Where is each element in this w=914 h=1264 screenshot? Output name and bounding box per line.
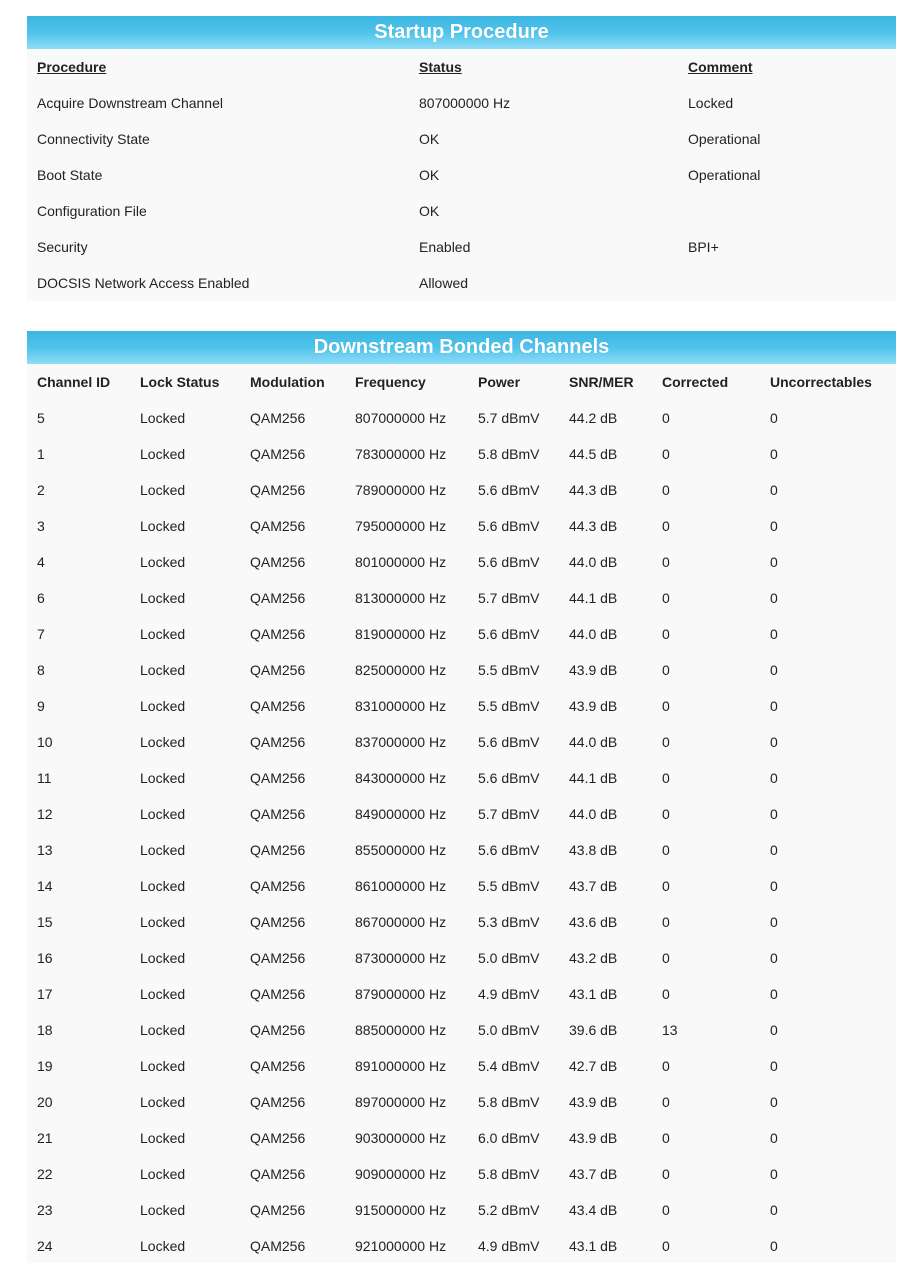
table-row (27, 796, 896, 832)
table-cell: 44.0 dB (569, 554, 618, 570)
table-cell: 0 (770, 1238, 778, 1254)
table-cell: 0 (662, 986, 670, 1002)
table-cell: 921000000 Hz (355, 1238, 447, 1254)
table-row (27, 832, 896, 868)
table-cell: 5.8 dBmV (478, 1094, 540, 1110)
table-cell: 0 (662, 878, 670, 894)
table-cell: Enabled (419, 239, 471, 255)
table-cell: 0 (770, 806, 778, 822)
table-row (27, 229, 896, 265)
table-cell: 5.2 dBmV (478, 1202, 540, 1218)
table-cell: Locked (140, 770, 186, 786)
table-row (27, 688, 896, 724)
table-cell: 43.4 dB (569, 1202, 618, 1218)
table-cell: Locked (140, 662, 186, 678)
table-cell: 0 (770, 482, 778, 498)
table-cell: Operational (688, 167, 761, 183)
startup-procedure-table (27, 49, 896, 301)
table-cell: Locked (140, 806, 186, 822)
table-row (27, 724, 896, 760)
table-cell: 0 (770, 770, 778, 786)
table-cell: Connectivity State (37, 131, 150, 147)
table-cell: OK (419, 167, 440, 183)
table-cell: 43.1 dB (569, 1238, 618, 1254)
table-cell: Locked (140, 446, 186, 462)
table-cell: 909000000 Hz (355, 1166, 447, 1182)
table-header-row (27, 49, 896, 85)
table-cell: 9 (37, 698, 45, 714)
table-cell: Locked (140, 986, 186, 1002)
table-cell: Locked (140, 410, 186, 426)
table-cell: 915000000 Hz (355, 1202, 447, 1218)
table-cell: 0 (662, 734, 670, 750)
table-cell: 22 (37, 1166, 53, 1182)
table-cell: 21 (37, 1130, 53, 1146)
table-cell: 16 (37, 950, 53, 966)
column-header: Modulation (250, 374, 325, 390)
table-row (27, 400, 896, 436)
table-row (27, 1012, 896, 1048)
table-cell: 2 (37, 482, 45, 498)
table-cell: BPI+ (688, 239, 719, 255)
table-cell: 43.9 dB (569, 1130, 618, 1146)
table-cell: QAM256 (250, 770, 306, 786)
table-row (27, 472, 896, 508)
table-cell: 0 (662, 446, 670, 462)
table-cell (678, 193, 896, 229)
table-cell: 0 (662, 662, 670, 678)
table-cell: 5.6 dBmV (478, 842, 540, 858)
table-cell: 837000000 Hz (355, 734, 447, 750)
table-cell: 0 (770, 950, 778, 966)
column-header: Lock Status (140, 374, 220, 390)
column-header: Status (419, 59, 462, 75)
table-cell: 5.5 dBmV (478, 662, 540, 678)
table-cell: Locked (688, 95, 734, 111)
table-cell: QAM256 (250, 734, 306, 750)
table-cell: 807000000 Hz (355, 410, 447, 426)
table-cell: 0 (770, 662, 778, 678)
table-cell: 861000000 Hz (355, 878, 447, 894)
table-cell: Locked (140, 482, 186, 498)
table-cell: Locked (140, 914, 186, 930)
table-cell: Locked (140, 698, 186, 714)
table-cell: Security (37, 239, 88, 255)
table-cell: 5.6 dBmV (478, 734, 540, 750)
table-cell: 0 (662, 554, 670, 570)
table-cell: 0 (770, 878, 778, 894)
table-cell: QAM256 (250, 1094, 306, 1110)
table-cell: 0 (662, 1058, 670, 1074)
table-cell: 0 (770, 842, 778, 858)
table-cell: 15 (37, 914, 53, 930)
table-cell: 5.3 dBmV (478, 914, 540, 930)
table-cell: 6 (37, 590, 45, 606)
column-header: Uncorrectables (770, 374, 872, 390)
table-cell: 5.4 dBmV (478, 1058, 540, 1074)
table-cell: 0 (770, 734, 778, 750)
table-cell: 18 (37, 1022, 53, 1038)
table-cell: QAM256 (250, 410, 306, 426)
table-cell: Locked (140, 1022, 186, 1038)
table-cell: 0 (662, 1094, 670, 1110)
table-cell: 0 (662, 482, 670, 498)
table-cell: Locked (140, 950, 186, 966)
table-row (27, 508, 896, 544)
table-cell: 5 (37, 410, 45, 426)
table-cell: 879000000 Hz (355, 986, 447, 1002)
table-row (27, 652, 896, 688)
table-cell: QAM256 (250, 518, 306, 534)
table-cell: 885000000 Hz (355, 1022, 447, 1038)
table-cell: Locked (140, 1238, 186, 1254)
table-row (27, 85, 896, 121)
table-cell: Acquire Downstream Channel (37, 95, 223, 111)
table-cell: 5.8 dBmV (478, 1166, 540, 1182)
table-cell: 0 (662, 1166, 670, 1182)
table-row (27, 580, 896, 616)
table-cell: 0 (770, 986, 778, 1002)
table-cell: 5.8 dBmV (478, 446, 540, 462)
table-cell: Boot State (37, 167, 103, 183)
table-cell: QAM256 (250, 1166, 306, 1182)
table-row (27, 265, 896, 301)
table-cell: 0 (662, 410, 670, 426)
table-cell: 0 (770, 590, 778, 606)
table-cell: QAM256 (250, 950, 306, 966)
table-cell: 5.6 dBmV (478, 626, 540, 642)
table-cell: 43.6 dB (569, 914, 618, 930)
table-cell: OK (419, 131, 440, 147)
table-cell: 1 (37, 446, 45, 462)
table-cell: QAM256 (250, 626, 306, 642)
table-cell: 0 (662, 626, 670, 642)
downstream-channels-table (27, 364, 896, 1264)
table-cell: 891000000 Hz (355, 1058, 447, 1074)
table-cell: 5.7 dBmV (478, 590, 540, 606)
table-cell: QAM256 (250, 482, 306, 498)
table-cell: 44.3 dB (569, 518, 618, 534)
table-cell: 44.0 dB (569, 734, 618, 750)
table-row (27, 157, 896, 193)
table-row (27, 868, 896, 904)
table-cell: QAM256 (250, 554, 306, 570)
table-cell: 813000000 Hz (355, 590, 447, 606)
table-cell: 44.1 dB (569, 590, 618, 606)
table-cell: 0 (770, 626, 778, 642)
table-cell: 0 (770, 1022, 778, 1038)
table-cell: 0 (662, 1202, 670, 1218)
table-cell: QAM256 (250, 1202, 306, 1218)
table-cell: 43.9 dB (569, 698, 618, 714)
table-cell: QAM256 (250, 698, 306, 714)
table-cell: 873000000 Hz (355, 950, 447, 966)
table-cell: 10 (37, 734, 53, 750)
table-cell: 0 (662, 1238, 670, 1254)
table-cell: 23 (37, 1202, 53, 1218)
table-cell: Locked (140, 734, 186, 750)
table-cell: 7 (37, 626, 45, 642)
table-cell: 0 (662, 842, 670, 858)
table-row (27, 904, 896, 940)
column-header: Frequency (355, 374, 426, 390)
table-cell: Locked (140, 626, 186, 642)
table-cell: 5.0 dBmV (478, 1022, 540, 1038)
table-cell: 0 (770, 446, 778, 462)
table-cell: 12 (37, 806, 53, 822)
table-cell: 4.9 dBmV (478, 986, 540, 1002)
column-header: Procedure (37, 59, 107, 75)
table-row (27, 940, 896, 976)
column-header: Comment (688, 59, 753, 75)
table-row (27, 1120, 896, 1156)
table-cell: Allowed (419, 275, 469, 291)
table-cell: QAM256 (250, 914, 306, 930)
table-cell: 17 (37, 986, 53, 1002)
table-cell: 43.8 dB (569, 842, 618, 858)
table-cell: 5.5 dBmV (478, 698, 540, 714)
table-row (27, 760, 896, 796)
table-cell: 843000000 Hz (355, 770, 447, 786)
table-cell: 0 (770, 1058, 778, 1074)
table-cell: 24 (37, 1238, 53, 1254)
table-row (27, 436, 896, 472)
table-cell: 5.7 dBmV (478, 806, 540, 822)
table-row (27, 616, 896, 652)
table-cell: 0 (770, 698, 778, 714)
downstream-bonded-channels-title: Downstream Bonded Channels (27, 331, 896, 364)
table-cell: QAM256 (250, 446, 306, 462)
table-cell: 11 (37, 770, 52, 786)
table-cell: 0 (662, 806, 670, 822)
table-cell: 0 (662, 1130, 670, 1146)
table-cell: 795000000 Hz (355, 518, 447, 534)
table-cell: QAM256 (250, 1058, 306, 1074)
table-cell: 5.6 dBmV (478, 770, 540, 786)
table-cell: 4 (37, 554, 45, 570)
table-cell: 39.6 dB (569, 1022, 618, 1038)
table-cell: Locked (140, 590, 186, 606)
table-cell: Locked (140, 518, 186, 534)
table-cell: 43.9 dB (569, 662, 618, 678)
table-cell: 43.2 dB (569, 950, 618, 966)
table-row (27, 193, 896, 229)
table-cell: 43.1 dB (569, 986, 618, 1002)
table-cell: 0 (770, 1202, 778, 1218)
table-cell: 0 (662, 914, 670, 930)
table-cell: 855000000 Hz (355, 842, 447, 858)
table-cell: 43.7 dB (569, 878, 618, 894)
table-cell: Locked (140, 1166, 186, 1182)
table-row (27, 1228, 896, 1264)
table-cell: 42.7 dB (569, 1058, 618, 1074)
table-cell: DOCSIS Network Access Enabled (37, 275, 250, 291)
table-cell: 5.6 dBmV (478, 554, 540, 570)
table-cell: 807000000 Hz (419, 95, 511, 111)
table-cell: 3 (37, 518, 45, 534)
column-header: Channel ID (37, 374, 111, 390)
table-cell: 0 (770, 1094, 778, 1110)
table-cell: 5.6 dBmV (478, 482, 540, 498)
table-cell: 849000000 Hz (355, 806, 447, 822)
table-cell: QAM256 (250, 590, 306, 606)
table-cell: 5.6 dBmV (478, 518, 540, 534)
table-cell: QAM256 (250, 662, 306, 678)
table-cell: 0 (770, 1166, 778, 1182)
table-cell: 44.0 dB (569, 626, 618, 642)
table-cell: 4.9 dBmV (478, 1238, 540, 1254)
table-cell: Locked (140, 1130, 186, 1146)
table-cell: 43.9 dB (569, 1094, 618, 1110)
table-cell: QAM256 (250, 1022, 306, 1038)
table-row (27, 976, 896, 1012)
table-cell: OK (419, 203, 440, 219)
table-cell: 13 (662, 1022, 678, 1038)
table-row (27, 1192, 896, 1228)
table-cell (678, 265, 896, 301)
table-cell: QAM256 (250, 986, 306, 1002)
table-cell: 43.7 dB (569, 1166, 618, 1182)
table-cell: 5.5 dBmV (478, 878, 540, 894)
table-cell: 789000000 Hz (355, 482, 447, 498)
table-header-row (27, 364, 896, 400)
table-cell: QAM256 (250, 1130, 306, 1146)
table-cell: 44.5 dB (569, 446, 618, 462)
table-row (27, 1156, 896, 1192)
table-cell: 0 (662, 698, 670, 714)
table-cell: 0 (770, 410, 778, 426)
table-cell: 44.0 dB (569, 806, 618, 822)
table-cell: 5.0 dBmV (478, 950, 540, 966)
startup-procedure-panel (27, 16, 896, 301)
table-cell: 0 (770, 554, 778, 570)
table-cell: 44.3 dB (569, 482, 618, 498)
table-cell: 903000000 Hz (355, 1130, 447, 1146)
table-cell: Locked (140, 878, 186, 894)
column-header: Power (478, 374, 521, 390)
table-cell: 801000000 Hz (355, 554, 447, 570)
table-cell: 0 (662, 518, 670, 534)
table-cell: QAM256 (250, 878, 306, 894)
table-cell: 44.1 dB (569, 770, 618, 786)
table-cell: 0 (662, 950, 670, 966)
downstream-bonded-channels-panel (27, 331, 896, 1263)
table-cell: 0 (770, 1130, 778, 1146)
table-cell: 14 (37, 878, 53, 894)
table-cell: 13 (37, 842, 53, 858)
table-cell: QAM256 (250, 842, 306, 858)
table-cell: QAM256 (250, 1238, 306, 1254)
table-cell: 0 (662, 770, 670, 786)
startup-procedure-title: Startup Procedure (27, 16, 896, 49)
table-cell: Locked (140, 554, 186, 570)
table-row (27, 544, 896, 580)
table-cell: 8 (37, 662, 45, 678)
table-cell: Locked (140, 1202, 186, 1218)
table-cell: 783000000 Hz (355, 446, 447, 462)
table-cell: 897000000 Hz (355, 1094, 447, 1110)
table-cell: Operational (688, 131, 761, 147)
table-cell: 867000000 Hz (355, 914, 447, 930)
table-cell: 44.2 dB (569, 410, 618, 426)
table-cell: 5.7 dBmV (478, 410, 540, 426)
table-cell: Locked (140, 1094, 186, 1110)
table-row (27, 1048, 896, 1084)
table-cell: 0 (770, 914, 778, 930)
table-cell: 6.0 dBmV (478, 1130, 540, 1146)
table-cell: QAM256 (250, 806, 306, 822)
table-cell: Locked (140, 1058, 186, 1074)
column-header: Corrected (662, 374, 729, 390)
table-cell: Configuration File (37, 203, 147, 219)
table-row (27, 121, 896, 157)
table-cell: 0 (662, 590, 670, 606)
table-cell: 825000000 Hz (355, 662, 447, 678)
table-cell: 19 (37, 1058, 53, 1074)
table-row (27, 1084, 896, 1120)
table-cell: Locked (140, 842, 186, 858)
table-cell: 831000000 Hz (355, 698, 447, 714)
table-cell: 0 (770, 518, 778, 534)
column-header: SNR/MER (569, 374, 634, 390)
table-cell: 20 (37, 1094, 53, 1110)
table-cell: 819000000 Hz (355, 626, 447, 642)
